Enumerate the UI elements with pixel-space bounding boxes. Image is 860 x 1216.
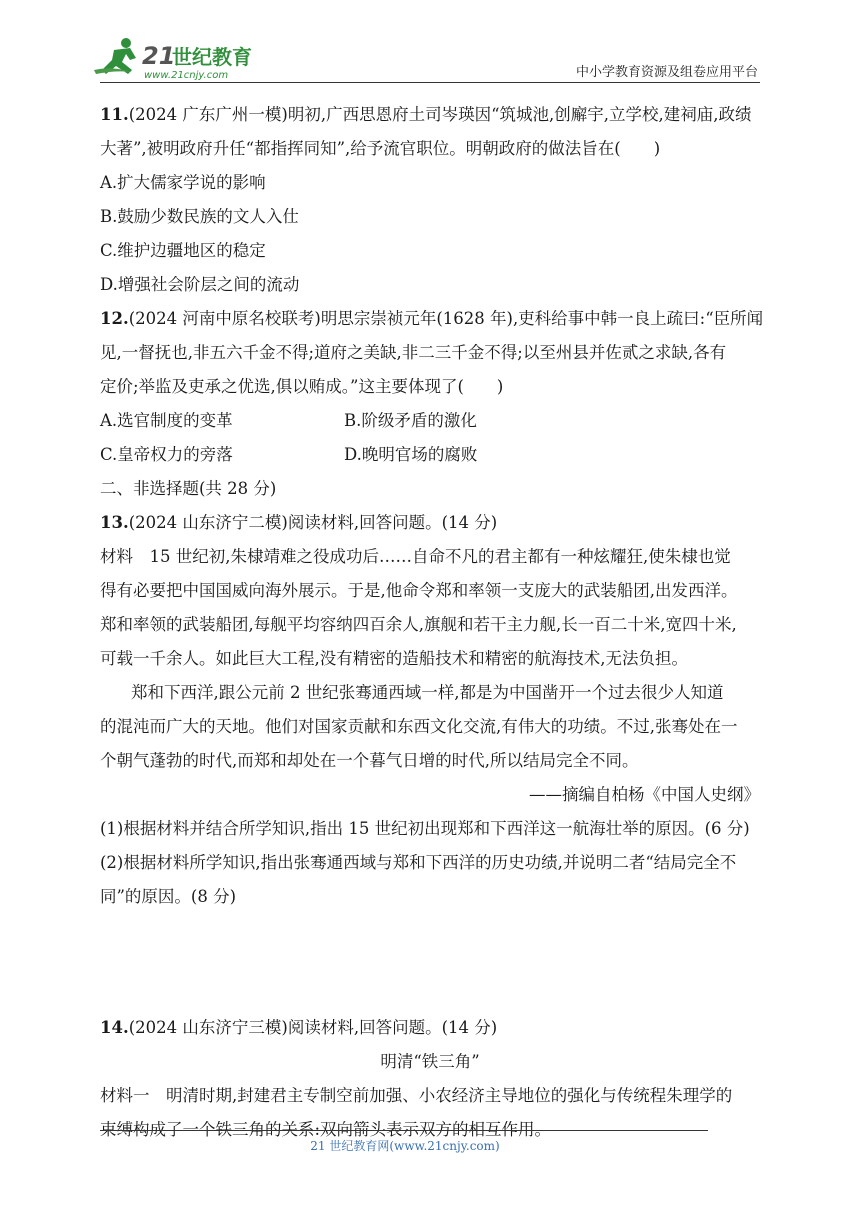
- q11-option-d[interactable]: D.增强社会阶层之间的流动: [100, 275, 300, 294]
- q13-subquestion-2-line1: (2)根据材料所学知识,指出张骞通西域与郑和下西洋的历史功绩,并说明二者“结局完全不: [100, 853, 737, 872]
- footer-link[interactable]: 21 世纪教育网(www.21cnjy.com): [310, 1139, 500, 1153]
- q12-option-d[interactable]: D.晚明官场的腐败: [344, 445, 478, 464]
- q14-title: 明清“铁三角”: [380, 1052, 480, 1071]
- svg-text:www.21cnjy.com: www.21cnjy.com: [144, 70, 229, 81]
- q13-para2-line: 郑和下西洋,跟公元前 2 世纪张骞通西域一样,都是为中国凿开一个过去很少人知道: [131, 683, 724, 702]
- q12-stem-line1: 12.(2024 河南中原名校联考)明思宗崇祯元年(1628 年),吏科给事中韩一良上疏曰:“臣所闻: [100, 309, 764, 328]
- q11-stem-line2: 大著”,被明政府升任“都指挥同知”,给予流官职位。明朝政府的做法旨在( ): [100, 139, 661, 158]
- q14-stem: 14.(2024 山东济宁三模)阅读材料,回答问题。(14 分): [100, 1018, 498, 1037]
- svg-text:21: 21: [142, 42, 176, 70]
- q13-para2-line: 个朝气蓬勃的时代,而郑和却处在一个暮气日增的时代,所以结局完全不同。: [100, 751, 639, 770]
- q11-option-a[interactable]: A.扩大儒家学说的影响: [100, 173, 266, 192]
- q12-option-c[interactable]: C.皇帝权力的旁落: [100, 445, 233, 464]
- site-logo: [92, 36, 292, 82]
- q13-material-line: 材料 15 世纪初,朱棣靖难之役成功后……自命不凡的君主都有一种炫耀狂,使朱棣也觉: [100, 547, 731, 566]
- q13-subquestion-1: (1)根据材料并结合所学知识,指出 15 世纪初出现郑和下西洋这一航海壮举的原因。(6 分): [100, 819, 750, 838]
- q14-material-line2: 束缚构成了一个铁三角的关系:双向箭头表示双方的相互作用。: [100, 1120, 552, 1139]
- section-heading: 二、非选择题(共 28 分): [100, 479, 277, 498]
- footer-divider: [100, 1130, 708, 1131]
- q12-option-b[interactable]: B.阶级矛盾的激化: [344, 411, 477, 430]
- q13-material-line: 得有必要把中国国威向海外展示。于是,他命令郑和率领一支庞大的武装船团,出发西洋。: [100, 581, 738, 600]
- q11-option-c[interactable]: C.维护边疆地区的稳定: [100, 241, 266, 260]
- q13-para2-line: 的混沌而广大的天地。他们对国家贡献和东西文化交流,有伟大的功绩。不过,张骞处在一: [100, 717, 738, 736]
- q13-stem: 13.(2024 山东济宁二模)阅读材料,回答问题。(14 分): [100, 513, 498, 532]
- q11-number: 11.: [100, 105, 129, 124]
- q12-stem-line2: 见,一督抚也,非五六千金不得;道府之美缺,非二三千金不得;以至州县并佐贰之求缺,各有: [100, 343, 727, 362]
- header-divider: [100, 82, 760, 83]
- q13-number: 13.: [100, 513, 129, 532]
- logo-text: 世纪教育: [172, 45, 252, 69]
- q14-number: 14.: [100, 1018, 129, 1037]
- q11-stem-line1: 11.(2024 广东广州一模)明初,广西思恩府土司岑瑛因“筑城池,创廨宇,立学校,建祠庙,政绩: [100, 105, 752, 124]
- q12-option-a[interactable]: A.选官制度的变革: [100, 411, 233, 430]
- platform-name: 中小学教育资源及组卷应用平台: [576, 65, 759, 80]
- q13-source: ——摘编自柏杨《中国人史纲》: [529, 785, 760, 804]
- q11-option-b[interactable]: B.鼓励少数民族的文人入仕: [100, 207, 299, 226]
- q14-material-line1: 材料一 明清时期,封建君主专制空前加强、小农经济主导地位的强化与传统程朱理学的: [100, 1086, 733, 1105]
- q12-stem-line3: 定价;举监及吏承之优选,俱以贿成。”这主要体现了( ): [100, 377, 504, 396]
- q12-number: 12.: [100, 309, 129, 328]
- q13-material-line: 郑和率领的武装船团,每舰平均容纳四百余人,旗舰和若干主力舰,长一百二十米,宽四十米,: [100, 615, 737, 634]
- q13-material-line: 可载一千余人。如此巨大工程,没有精密的造船技术和精密的航海技术,无法负担。: [100, 649, 688, 668]
- q13-subquestion-2-line2: 同”的原因。(8 分): [100, 887, 237, 906]
